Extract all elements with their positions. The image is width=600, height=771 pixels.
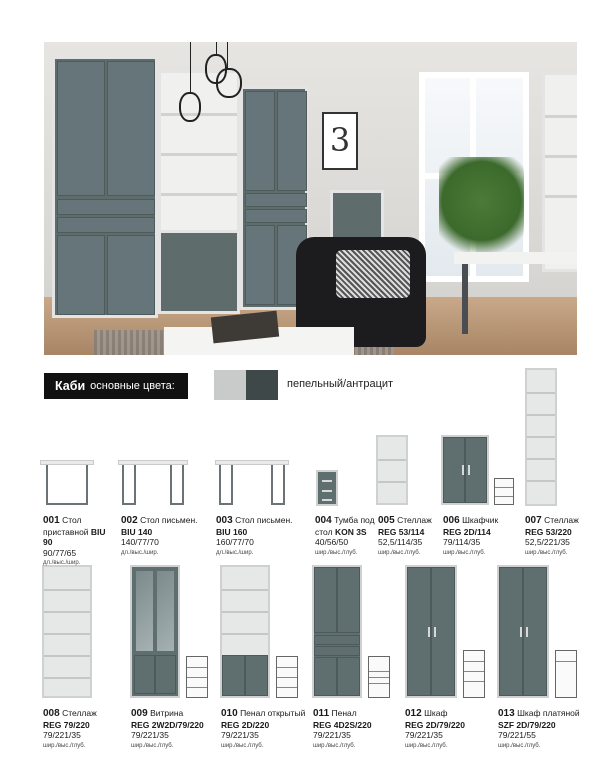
sketch-009 (186, 656, 208, 698)
product-caption-005: 005 Стеллаж REG 53/114 52,5/114/35 шир./выс./глуб. (378, 515, 432, 556)
color-swatch-dark (246, 370, 278, 400)
center-lower-cabinet (158, 230, 240, 314)
product-caption-002: 002 Стол письмен. BIU 140 140/77/70 дл./выс./шир. (121, 515, 198, 556)
product-caption-003: 003 Стол письмен. BIU 160 160/77/70 дл./выс./шир. (216, 515, 293, 556)
product-caption-010: 010 Пенал открытый REG 2D/220 79/221/35 шир./выс./глуб. (221, 708, 306, 749)
product-caption-009: 009 Витрина REG 2W2D/79/220 79/221/35 шир./выс./глуб. (131, 708, 204, 749)
product-image-002 (118, 460, 188, 506)
color-swatch-light (214, 370, 246, 400)
sketch-011 (368, 656, 390, 698)
sketch-006 (494, 478, 514, 505)
color-banner (44, 373, 188, 399)
number-poster: 3 (322, 112, 358, 170)
product-caption-008: 008 Стеллаж REG 79/220 79/221/35 шир./выс./глуб. (43, 708, 97, 749)
pendant-lamp-icon (179, 92, 201, 122)
product-caption-012: 012 Шкаф REG 2D/79/220 79/221/35 шир./выс./глуб. (405, 708, 466, 749)
product-image-001 (40, 460, 94, 508)
sketch-010 (276, 656, 298, 698)
product-image-008 (42, 565, 92, 698)
product-image-004 (316, 470, 338, 506)
sketch-012 (463, 650, 485, 698)
product-image-006 (441, 435, 489, 505)
lamp-cord (190, 42, 191, 94)
desk-leg (462, 264, 468, 334)
product-caption-001: 001 Стол приставной BIU 90 90/77/65 дл./выс./шир. (43, 515, 106, 566)
product-caption-006: 006 Шкафчик REG 2D/114 79/114/35 шир./выс./глуб. (443, 515, 499, 556)
product-image-011 (312, 565, 362, 698)
left-wardrobe (52, 56, 158, 318)
hero-photo (44, 42, 577, 355)
product-image-010 (220, 565, 270, 698)
pillow (336, 250, 410, 298)
sketch-013 (555, 650, 577, 698)
product-image-007 (525, 368, 557, 506)
side-shelving (542, 72, 577, 272)
product-image-003 (215, 460, 289, 506)
brand-name: Каби (55, 379, 86, 393)
color-name: пепельный/антрацит (287, 378, 394, 390)
product-caption-011: 011 Пенал REG 4D2S/220 79/221/35 шир./выс./глуб. (313, 708, 372, 749)
product-image-012 (405, 565, 457, 698)
product-image-009 (130, 565, 180, 698)
lamp-cord (227, 42, 228, 70)
plant (439, 157, 524, 267)
product-caption-007: 007 Стеллаж REG 53/220 52,5/221/35 шир./выс./глуб. (525, 515, 579, 556)
desk (454, 252, 577, 264)
product-image-013 (497, 565, 549, 698)
product-caption-013: 013 Шкаф платяной SZF 2D/79/220 79/221/55 шир./выс./глуб. (498, 708, 580, 749)
product-caption-004: 004 Тумба под стол KON 3S 40/56/50 шир./выс./глуб. (315, 515, 375, 556)
product-image-005 (376, 435, 408, 505)
pendant-lamp-icon (216, 68, 242, 98)
banner-subtitle: основные цвета: (90, 380, 175, 392)
